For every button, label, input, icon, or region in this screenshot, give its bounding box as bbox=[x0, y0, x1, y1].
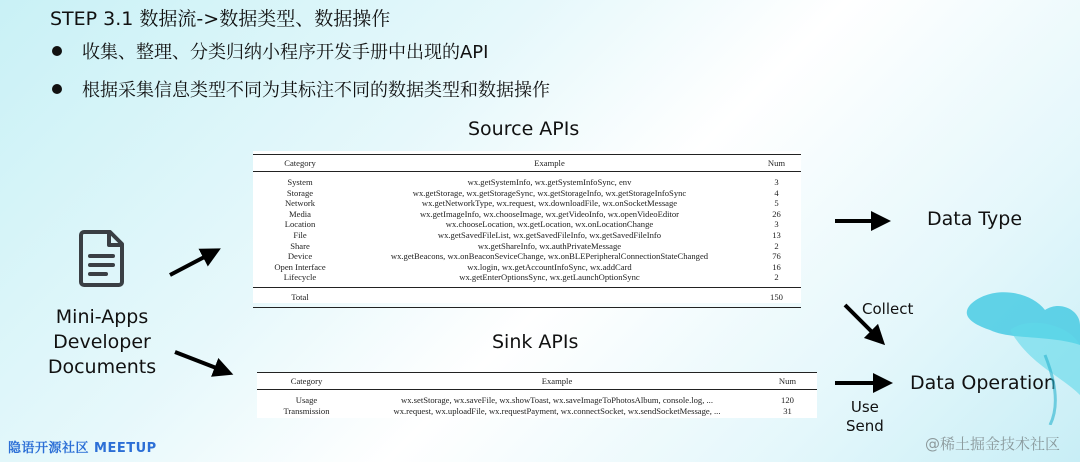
cell-example: wx.getImageInfo, wx.chooseImage, wx.getVideoInfo, wx.openVideoEditor bbox=[419, 208, 680, 219]
cell-num: 31 bbox=[783, 406, 792, 416]
bullet-text: 根据采集信息类型不同为其标注不同的数据类型和数据操作 bbox=[82, 80, 550, 101]
column-header-example: Example bbox=[541, 376, 573, 386]
cell-num: 120 bbox=[781, 395, 794, 405]
cell-num: 4 bbox=[774, 187, 779, 198]
decorative-leaves-icon bbox=[950, 285, 1080, 425]
cell-example: wx.getNetworkType, wx.request, wx.downloadFile, wx.onSocketMessage bbox=[421, 198, 678, 209]
cell-example: wx.getShareInfo, wx.authPrivateMessage bbox=[477, 240, 622, 251]
slide-title: STEP 3.1 数据流->数据类型、数据操作 bbox=[50, 8, 391, 30]
cell-category: Usage bbox=[295, 395, 318, 405]
cell-num: 76 bbox=[772, 251, 781, 262]
column-header-category: Category bbox=[290, 376, 323, 386]
watermark: @稀土掘金技术社区 bbox=[925, 435, 1061, 453]
column-header-category: Category bbox=[284, 158, 316, 168]
total-value: 150 bbox=[770, 291, 783, 302]
cell-category: Transmission bbox=[283, 406, 330, 416]
use-send-label bbox=[846, 398, 884, 436]
cell-num: 5 bbox=[774, 198, 779, 209]
cell-example: wx.getStorage, wx.getStorageSync, wx.getStorageInfo, wx.getStorageInfoSync bbox=[412, 187, 687, 198]
bullet-text: 收集、整理、分类归纳小程序开发手册中出现的API bbox=[82, 42, 489, 63]
collect-label: Collect bbox=[862, 300, 914, 318]
data-operation-label: Data Operation bbox=[910, 372, 1056, 394]
column-header-example: Example bbox=[534, 158, 565, 168]
cell-num: 3 bbox=[774, 219, 779, 230]
total-label: Total bbox=[291, 291, 309, 302]
cell-num: 2 bbox=[774, 240, 779, 251]
cell-example: wx.setStorage, wx.saveFile, wx.showToast, wx.saveImageToPhotosAlbum, console.log, ... bbox=[401, 395, 713, 405]
arrow-to-source bbox=[170, 253, 212, 275]
cell-num: 16 bbox=[772, 261, 781, 272]
cell-category: Share bbox=[290, 240, 310, 251]
cell-example: wx.login, wx.getAccountInfoSync, wx.addCard bbox=[467, 261, 632, 272]
column-header-num: Num bbox=[767, 158, 786, 168]
send-label: Send bbox=[846, 417, 884, 435]
cell-num: 2 bbox=[774, 272, 779, 283]
cell-example: wx.chooseLocation, wx.getLocation, wx.onLocationChange bbox=[445, 219, 654, 230]
sink-apis-title: Sink APIs bbox=[492, 331, 579, 353]
label-line: Mini-Apps bbox=[55, 306, 149, 328]
source-apis-title: Source APIs bbox=[468, 118, 580, 140]
cell-num: 13 bbox=[772, 229, 781, 240]
cell-category: Network bbox=[284, 198, 316, 209]
cell-num: 26 bbox=[772, 208, 781, 219]
cell-category: System bbox=[287, 177, 313, 187]
cell-example: wx.request, wx.uploadFile, wx.requestPayment, wx.connectSocket, wx.sendSocketMessage, ... bbox=[393, 406, 721, 416]
cell-category: Storage bbox=[286, 187, 314, 198]
data-type-label: Data Type bbox=[927, 208, 1023, 230]
cell-category: File bbox=[293, 229, 307, 240]
label-line: Developer bbox=[53, 331, 151, 353]
cell-example: wx.getEnterOptionsSync, wx.getLaunchOptionSync bbox=[459, 272, 640, 283]
cell-category: Lifecycle bbox=[283, 272, 317, 283]
cell-example: wx.getSavedFileList, wx.getSavedFileInfo, wx.getSavedFileInfo bbox=[437, 229, 662, 240]
cell-category: Media bbox=[289, 208, 311, 219]
cell-example: wx.getSystemInfo, wx.getSystemInfoSync, env bbox=[467, 177, 632, 187]
cell-category: Device bbox=[287, 251, 313, 262]
cell-category: Location bbox=[284, 219, 316, 230]
arrow-to-sink bbox=[175, 352, 224, 371]
cell-category: Open Interface bbox=[274, 261, 326, 272]
use-label: Use bbox=[850, 398, 879, 416]
cell-example: wx.getBeacons, wx.onBeaconSeviceChange, wx.onBLEPeripheralConnectionStateChanged bbox=[390, 251, 709, 262]
brand-logo-text: 隐语开源社区 MEETUP bbox=[8, 441, 157, 456]
column-header-num: Num bbox=[778, 376, 797, 386]
cell-num: 3 bbox=[774, 177, 779, 187]
label-line: Documents bbox=[47, 356, 157, 378]
